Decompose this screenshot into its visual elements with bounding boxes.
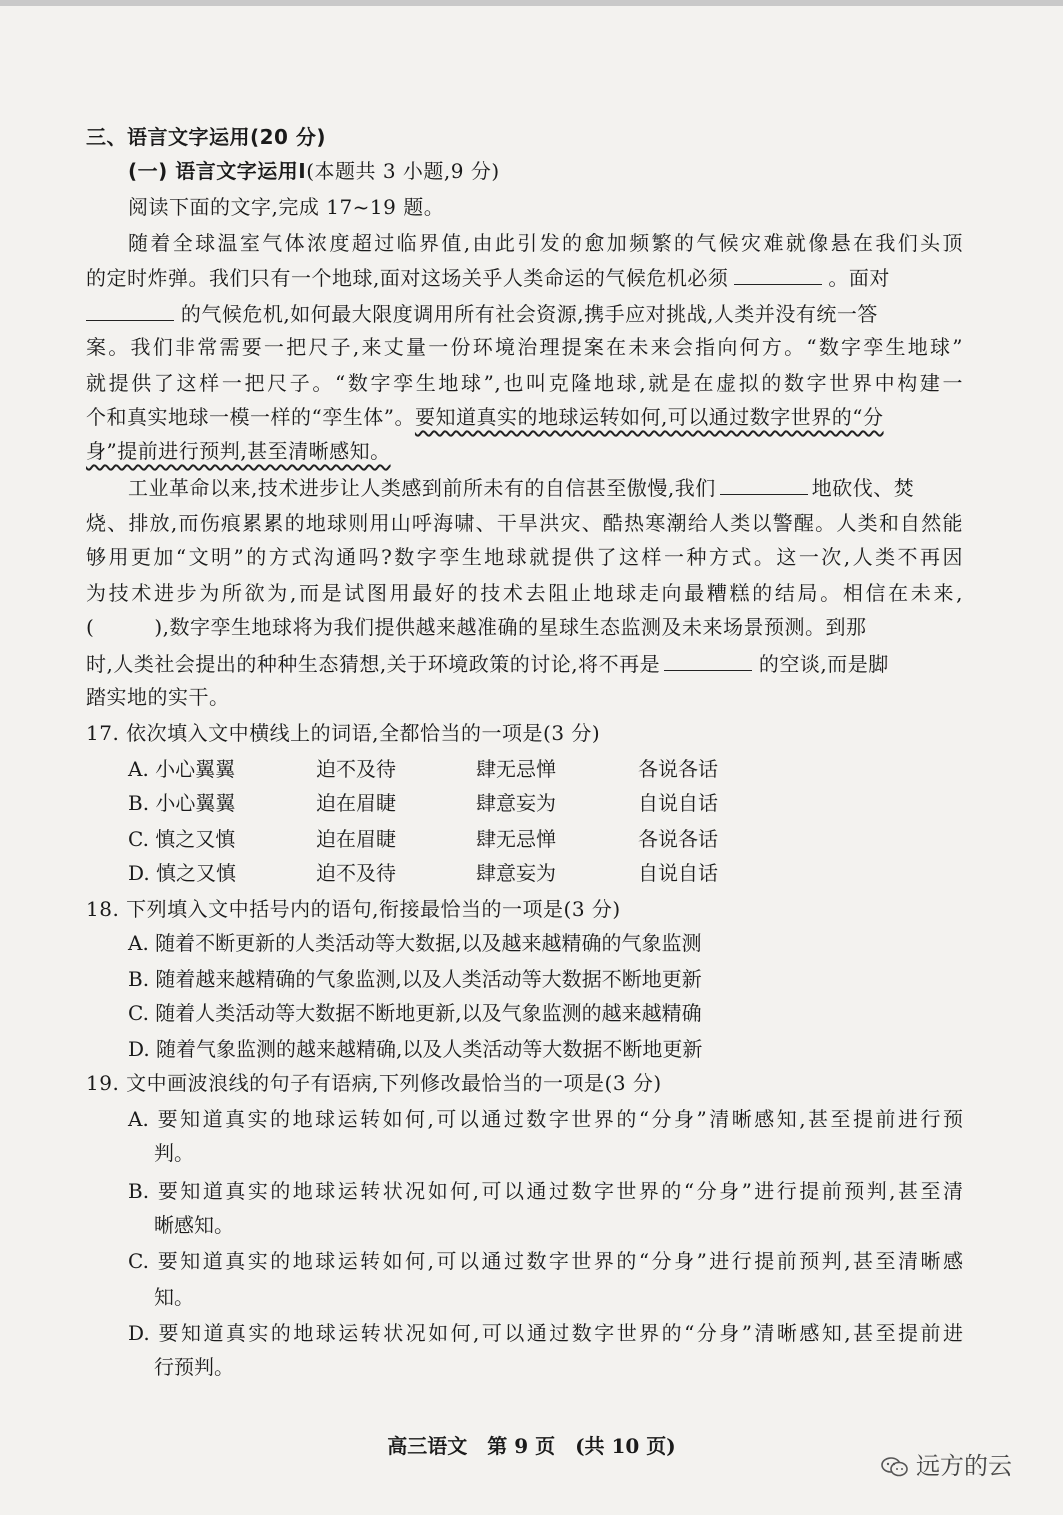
- question-17-stem: 17. 依次填入文中横线上的词语,全都恰当的一项是(3 分): [86, 721, 601, 745]
- passage-line: 踏实地的实干。: [86, 685, 230, 709]
- passage-text: ),数字孪生地球将为我们提供越来越准确的星球生态监测及未来场景预测。到那: [154, 615, 867, 639]
- q17-option-c-word2: 迫在眉睫: [316, 827, 396, 851]
- q17-option-b-word2: 迫在眉睫: [316, 791, 396, 815]
- section-subtitle: [128, 156, 500, 186]
- q19-option-a-cont: 判。: [154, 1141, 194, 1165]
- q17-option-d-word2: 迫不及待: [316, 861, 396, 885]
- q17-option-c-word4: 各说各话: [638, 827, 718, 851]
- passage-line: 够用更加“文明”的方式沟通吗?数字孪生地球就提供了这样一种方式。这一次,人类不再因: [86, 545, 963, 569]
- wavy-underlined-sentence: 身”提前进行预判,甚至清晰感知。: [86, 439, 391, 463]
- q19-option-c: C. 要知道真实的地球运转如何,可以通过数字世界的“分身”进行提前预判,甚至清晰感: [128, 1249, 963, 1273]
- watermark-text: 远方的云: [916, 1452, 1012, 1480]
- passage-text: 时,人类社会提出的种种生态猜想,关于环境政策的讨论,将不再是: [86, 652, 661, 676]
- wavy-underlined-sentence: 要知道真实的地球运转如何,可以通过数字世界的“分: [414, 405, 884, 429]
- passage-line: 为技术进步为所欲为,而是试图用最好的技术去阻止地球走向最糟糕的结局。相信在未来,: [86, 581, 963, 605]
- q19-option-b: B. 要知道真实的地球运转状况如何,可以通过数字世界的“分身”进行提前预判,甚至清: [128, 1179, 963, 1203]
- passage-line: [86, 436, 391, 466]
- q17-option-c-word3: 肆无忌惮: [476, 827, 556, 851]
- q17-option-c: C. 慎之又慎: [128, 827, 236, 851]
- q18-option-d: D. 随着气象监测的越来越精确,以及人类活动等大数据不断地更新: [128, 1037, 703, 1061]
- passage-line: 随着全球温室气体浓度超过临界值,由此引发的愈加频繁的气候灾难就像悬在我们头顶: [128, 231, 963, 255]
- q17-option-b: B. 小心翼翼: [128, 791, 236, 815]
- footer-page: 第 9 页: [487, 1434, 556, 1458]
- passage-text: 地砍伐、焚: [811, 476, 915, 500]
- q19-option-a: A. 要知道真实的地球运转如何,可以通过数字世界的“分身”清晰感知,甚至提前进行预: [128, 1107, 963, 1131]
- passage-text: 的定时炸弹。我们只有一个地球,面对这场关乎人类命运的气候危机必须: [86, 266, 729, 290]
- wechat-icon: [880, 1456, 910, 1478]
- passage-line: [86, 612, 866, 642]
- q19-option-b-cont: 晰感知。: [154, 1213, 234, 1237]
- footer-total: (共 10 页): [575, 1434, 676, 1458]
- fill-blank: [664, 648, 752, 671]
- q17-option-a-word4: 各说各话: [638, 757, 718, 781]
- passage-text: 的气候危机,如何最大限度调用所有社会资源,携手应对挑战,人类并没有统一答: [174, 302, 878, 326]
- watermark: [880, 1446, 1012, 1481]
- open-paren: (: [86, 615, 95, 639]
- passage-text: 。面对: [828, 266, 890, 290]
- q18-option-a: A. 随着不断更新的人类活动等大数据,以及越来越精确的气象监测: [128, 931, 702, 955]
- passage-line: [86, 402, 884, 432]
- q17-option-a-word2: 迫不及待: [316, 757, 396, 781]
- passage-text: 工业革命以来,技术进步让人类感到前所未有的自信甚至傲慢,我们: [128, 476, 716, 500]
- q17-option-a-word3: 肆无忌惮: [476, 757, 556, 781]
- section-title: 三、语言文字运用(20 分): [86, 125, 327, 149]
- q18-option-c: C. 随着人类活动等大数据不断地更新,以及气象监测的越来越精确: [128, 1001, 702, 1025]
- q17-option-d: D. 慎之又慎: [128, 861, 237, 885]
- question-19-stem: 19. 文中画波浪线的句子有语病,下列修改最恰当的一项是(3 分): [86, 1071, 662, 1095]
- q18-option-b: B. 随着越来越精确的气象监测,以及人类活动等大数据不断地更新: [128, 967, 702, 991]
- instruction: 阅读下面的文字,完成 17~19 题。: [128, 195, 445, 219]
- q17-option-d-word3: 肆意妄为: [476, 861, 556, 885]
- q17-option-d-word4: 自说自话: [638, 861, 718, 885]
- fill-blank: [734, 262, 822, 285]
- question-18-stem: 18. 下列填入文中括号内的语句,衔接最恰当的一项是(3 分): [86, 897, 621, 921]
- fill-blank: [720, 472, 808, 495]
- footer-subject: 高三语文: [387, 1434, 468, 1458]
- subtitle-bold: (一) 语言文字运用Ⅰ: [128, 159, 307, 183]
- passage-text: 的空谈,而是脚: [752, 652, 889, 676]
- passage-line: [86, 262, 890, 293]
- passage-line: 案。我们非常需要一把尺子,来丈量一份环境治理提案在未来会指向何方。“数字孪生地球”: [86, 335, 963, 359]
- q19-option-d-cont: 行预判。: [154, 1355, 234, 1379]
- q19-option-d: D. 要知道真实的地球运转状况如何,可以通过数字世界的“分身”清晰感知,甚至提前进: [128, 1321, 963, 1345]
- q17-option-a: A. 小心翼翼: [128, 757, 236, 781]
- fill-blank: [86, 298, 174, 321]
- q19-option-c-cont: 知。: [154, 1285, 194, 1309]
- passage-line: [86, 298, 878, 329]
- passage-line: 就提供了这样一把尺子。“数字孪生地球”,也叫克隆地球,就是在虚拟的数字世界中构建一: [86, 371, 963, 395]
- passage-line: 烧、排放,而伤痕累累的地球则用山呼海啸、干旱洪灾、酷热寒潮给人类以警醒。人类和自然能: [86, 511, 963, 535]
- q17-option-b-word3: 肆意妄为: [476, 791, 556, 815]
- passage-line: [86, 648, 889, 679]
- q17-option-b-word4: 自说自话: [638, 791, 718, 815]
- passage-line: [128, 472, 914, 503]
- passage-text: 个和真实地球一模一样的“孪生体”。: [86, 405, 415, 429]
- subtitle-rest: (本题共 3 小题,9 分): [306, 159, 500, 183]
